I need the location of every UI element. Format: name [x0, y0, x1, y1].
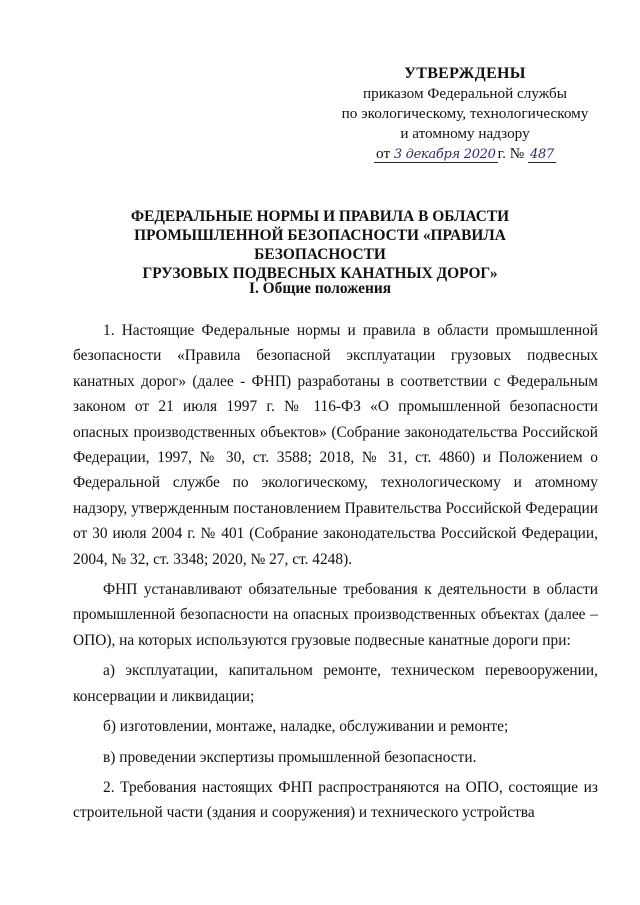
paragraph-3: 2. Требования настоящих ФНП распространяются на ОПО, состоящие из строительной части (здания и сооружения) и технического устройства [73, 778, 598, 822]
order-date-number-line [330, 144, 600, 165]
handwritten-date: 3 декабря 2020 [393, 147, 496, 162]
date-prefix: от [376, 145, 391, 162]
order-date-field [374, 145, 498, 163]
list-item-a: а) эксплуатации, капитальном ремонте, техническом перевооружении, консервации и ликвидации; [73, 662, 598, 705]
approval-block [330, 64, 600, 165]
document-title [70, 207, 570, 283]
list-item-b: б) изготовлении, монтаже, наладке, обслуживании и ремонте; [103, 718, 509, 736]
title-line-3: ГРУЗОВЫХ ПОДВЕСНЫХ КАНАТНЫХ ДОРОГ» [142, 265, 498, 282]
list-item-v: в) проведении экспертизы промышленной безопасности. [103, 748, 477, 766]
approval-line-2: по экологическому, технологическому [341, 105, 589, 122]
paragraph-2: ФНП устанавливают обязательные требования к деятельности в области промышленной безопасности на опасных производственных объектах (далее – ОПО), на которых используются грузовые подвесные канатные дороги при: [73, 581, 598, 649]
handwritten-order-number: 487 [530, 147, 554, 162]
approval-line-1: приказом Федеральной службы [363, 85, 567, 102]
approval-line-3: и атомному надзору [400, 125, 530, 142]
year-suffix: г. № [497, 145, 525, 162]
document-body [73, 318, 598, 826]
approval-heading: УТВЕРЖДЕНЫ [404, 65, 526, 82]
title-line-2: ПРОМЫШЛЕННОЙ БЕЗОПАСНОСТИ «ПРАВИЛА БЕЗОПАСНОСТИ [134, 227, 506, 263]
title-line-1: ФЕДЕРАЛЬНЫЕ НОРМЫ И ПРАВИЛА В ОБЛАСТИ [130, 208, 510, 225]
paragraph-1: 1. Настоящие Федеральные нормы и правила в области промышленной безопасности «Правила безопасной эксплуатации грузовых подвесных канатных дорог» (далее - ФНП) разработаны в соответствии с Федеральным законом от 21 июля 1997 г. № 116-ФЗ «О промышленной безопасности опасных производственных объектов» (Собрание законодательства Российской Федерации, 1997, № 30, ст. 3588; 2018, № 31, ст. 4860) и Положением о Федеральной службе по экологическому, технологическому и атомному надзору, утвержденным постановлением Правительства Российской Федерации от 30 июля 2004 г. № 401 (Собрание законодательства Российской Федерации, 2004, № 32, ст. 3348; 2020, № 27, ст. 4248). [73, 322, 598, 568]
section-heading: I. Общие положения [248, 280, 392, 297]
